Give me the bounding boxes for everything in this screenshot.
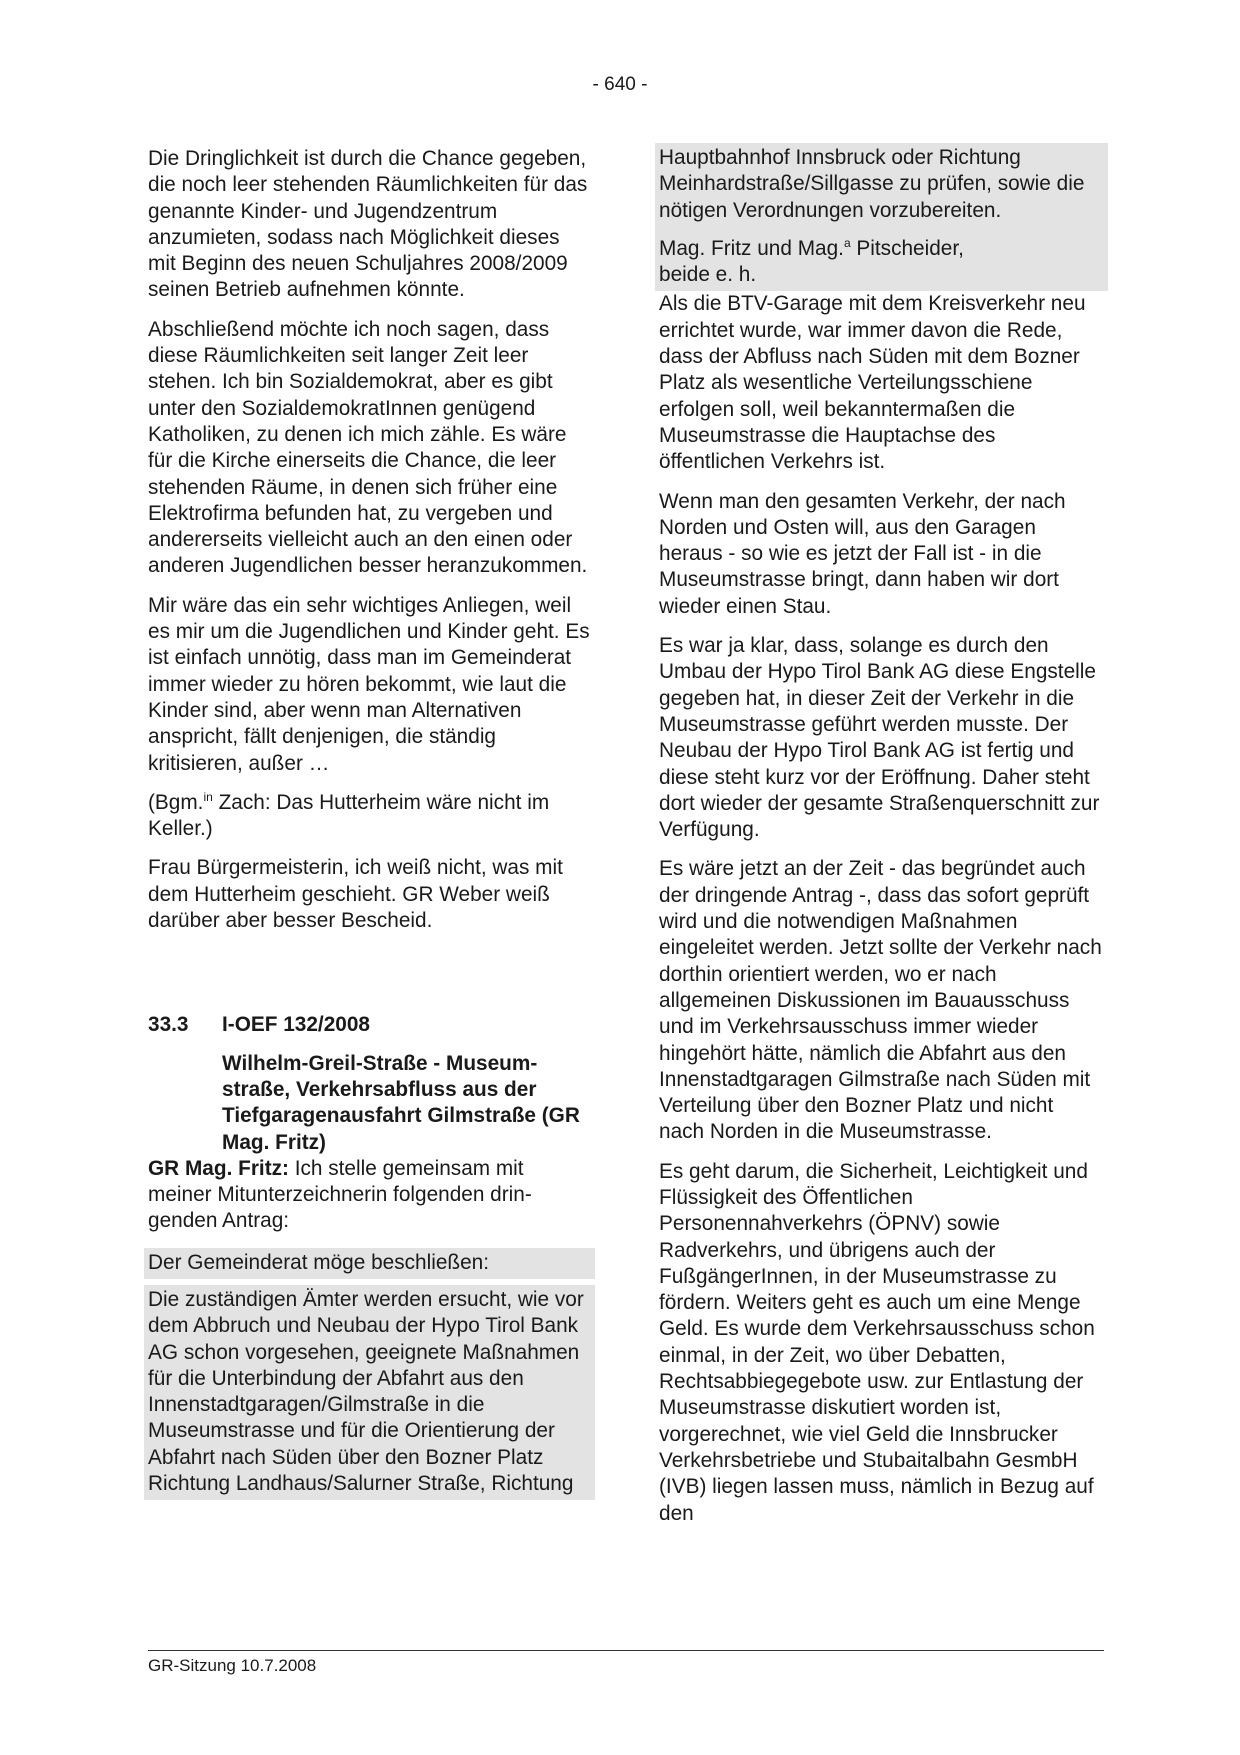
signers-line2: beide e. h.	[659, 263, 757, 287]
right-column	[659, 146, 1104, 1540]
motion-continuation-box	[655, 143, 1108, 291]
superscript: in	[203, 789, 213, 804]
speaker-paragraph	[148, 1156, 591, 1235]
signers-prefix: Mag. Fritz und Mag.	[659, 236, 844, 260]
motion-intro-box	[144, 1248, 595, 1279]
speaker-text: Ich stelle gemeinsam mit meiner Mitunterzeichnerin folgenden dringenden Antrag:	[148, 1156, 532, 1233]
signers-suffix: Pitscheider,	[850, 236, 964, 260]
section-id: I-OEF 132/2008	[222, 1013, 370, 1037]
superscript: a	[843, 235, 851, 250]
motion-text-box	[144, 1285, 595, 1500]
interjection-prefix: (Bgm.	[148, 790, 204, 814]
paragraph: Abschließend möchte ich noch sagen, dass diese Räumlichkeiten seit langer Zeit leer stehen. Ich bin Sozialdemokrat, aber es gibt unter den SozialdemokratInnen genügend Katholiken, zu denen ich mich zähle. Es wäre für die Kirche einerseits die Chance, die leer stehenden Räume, in denen sich früher eine Elektrofirma befunden hat, zu vergeben und andererseits vielleicht auch an den einen oder anderen Jugendlichen besser heranzukommen.	[148, 317, 588, 578]
page-number: - 640 -	[592, 74, 648, 95]
footer-divider	[148, 1650, 1104, 1651]
section-number: 33.3	[148, 1013, 189, 1037]
interjection-text: Zach: Das Hutterheim wäre nicht im Keller.)	[148, 790, 550, 841]
left-column	[148, 146, 591, 1500]
paragraph: Mir wäre das ein sehr wichtiges Anliegen, weil es mir um die Jugendlichen und Kinder geht. Es ist einfach unnötig, dass man im Gemeinderat immer wieder zu hören bekommt, wie laut die Kinder sind, aber wenn man Alternativen anspricht, fällt denjenigen, die ständig kritisieren, außer …	[148, 593, 590, 775]
paragraph: Als die BTV-Garage mit dem Kreisverkehr neu errichtet wurde, war immer davon die Rede, dass der Abfluss nach Süden mit dem Bozner Platz als wesentliche Verteilungsschiene erfolgen soll, weil bekanntermaßen die Museumstrasse die Hauptachse des öffentlichen Verkehrs ist.	[659, 292, 1086, 474]
agenda-section	[148, 1012, 591, 1155]
paragraph: Es wäre jetzt an der Zeit - das begründet auch der dringende Antrag -, dass das sofort geprüft wird und die notwendigen Maßnahmen eingeleitet werden. Jetzt sollte der Verkehr nach dorthin orientiert werden, wo er nach allgemeinen Diskussionen im Bauausschuss und im Verkehrsausschuss immer wieder hingehört hätte, nämlich die Abfahrt aus den Innenstadtgaragen Gilmstraße nach Süden mit Verteilung über den Bozner Platz und nicht nach Norden in die Museumstrasse.	[659, 857, 1102, 1144]
speaker-name: GR Mag. Fritz:	[148, 1156, 289, 1180]
paragraph: Es war ja klar, dass, solange es durch den Umbau der Hypo Tirol Bank AG diese Engstelle gegeben hat, in dieser Zeit der Verkehr in die Museumstrasse geführt werden musste. Der Neubau der Hypo Tirol Bank AG ist fertig und diese steht kurz vor der Eröffnung. Daher steht dort wieder der gesamte Straßenquerschnitt zur Verfügung.	[659, 634, 1100, 842]
motion-intro: Der Gemeinderat möge beschließen:	[148, 1250, 490, 1274]
section-heading	[148, 1012, 591, 1038]
signers	[659, 236, 1104, 289]
paragraph: Frau Bürgermeisterin, ich weiß nicht, was mit dem Hutterheim geschieht. GR Weber weiß darüber aber besser Bescheid.	[148, 856, 563, 933]
interjection	[148, 790, 591, 843]
paragraph: Es geht darum, die Sicherheit, Leichtigkeit und Flüssigkeit des Öffentlichen Personennahverkehrs (ÖPNV) sowie Radverkehrs, und übrigens auch der FußgängerInnen, in der Museumstrasse zu fördern. Weiters geht es auch um eine Menge Geld. Es wurde dem Verkehrsausschuss schon einmal, in der Zeit, wo über Debatten, Rechtsabbiegegebote usw. zur Entlastung der Museumstrasse diskutiert worden ist, vorgerechnet, wie viel Geld die Innsbrucker Verkehrsbetriebe und Stubaitalbahn GesmbH (IVB) liegen lassen muss, nämlich in Bezug auf den	[659, 1159, 1095, 1525]
section-title: Wilhelm-Greil-Straße - Museumstraße, Verkehrsabfluss aus der Tiefgaragenausfahrt Gilmstraße (GR Mag. Fritz)	[222, 1051, 580, 1154]
paragraph: Die Dringlichkeit ist durch die Chance gegeben, die noch leer stehenden Räumlichkeiten für das genannte Kinder- und Jugendzentrum anzumieten, sodass nach Möglichkeit dieses mit Beginn des neuen Schuljahres 2008/2009 seinen Betrieb aufnehmen könnte.	[148, 147, 588, 302]
motion-text: Die zuständigen Ämter werden ersucht, wie vor dem Abbruch und Neubau der Hypo Tirol Bank AG schon vorgesehen, geeignete Maßnahmen für die Unterbindung der Abfahrt aus den Innenstadtgaragen/Gilmstraße in die Museumstrasse und für die Orientierung der Abfahrt nach Süden über den Bozner Platz Richtung Landhaus/Salurner Straße, Richtung	[148, 1287, 584, 1496]
motion-text-continued: Hauptbahnhof Innsbruck oder Richtung Meinhardstraße/Sillgasse zu prüfen, sowie die nötigen Verordnungen vorzubereiten.	[659, 146, 1085, 222]
footer: GR-Sitzung 10.7.2008	[148, 1656, 317, 1675]
paragraph: Wenn man den gesamten Verkehr, der nach Norden und Osten will, aus den Garagen heraus - so wie es jetzt der Fall ist - in die Museumstrasse bringt, dann haben wir dort wieder einen Stau.	[659, 489, 1066, 618]
